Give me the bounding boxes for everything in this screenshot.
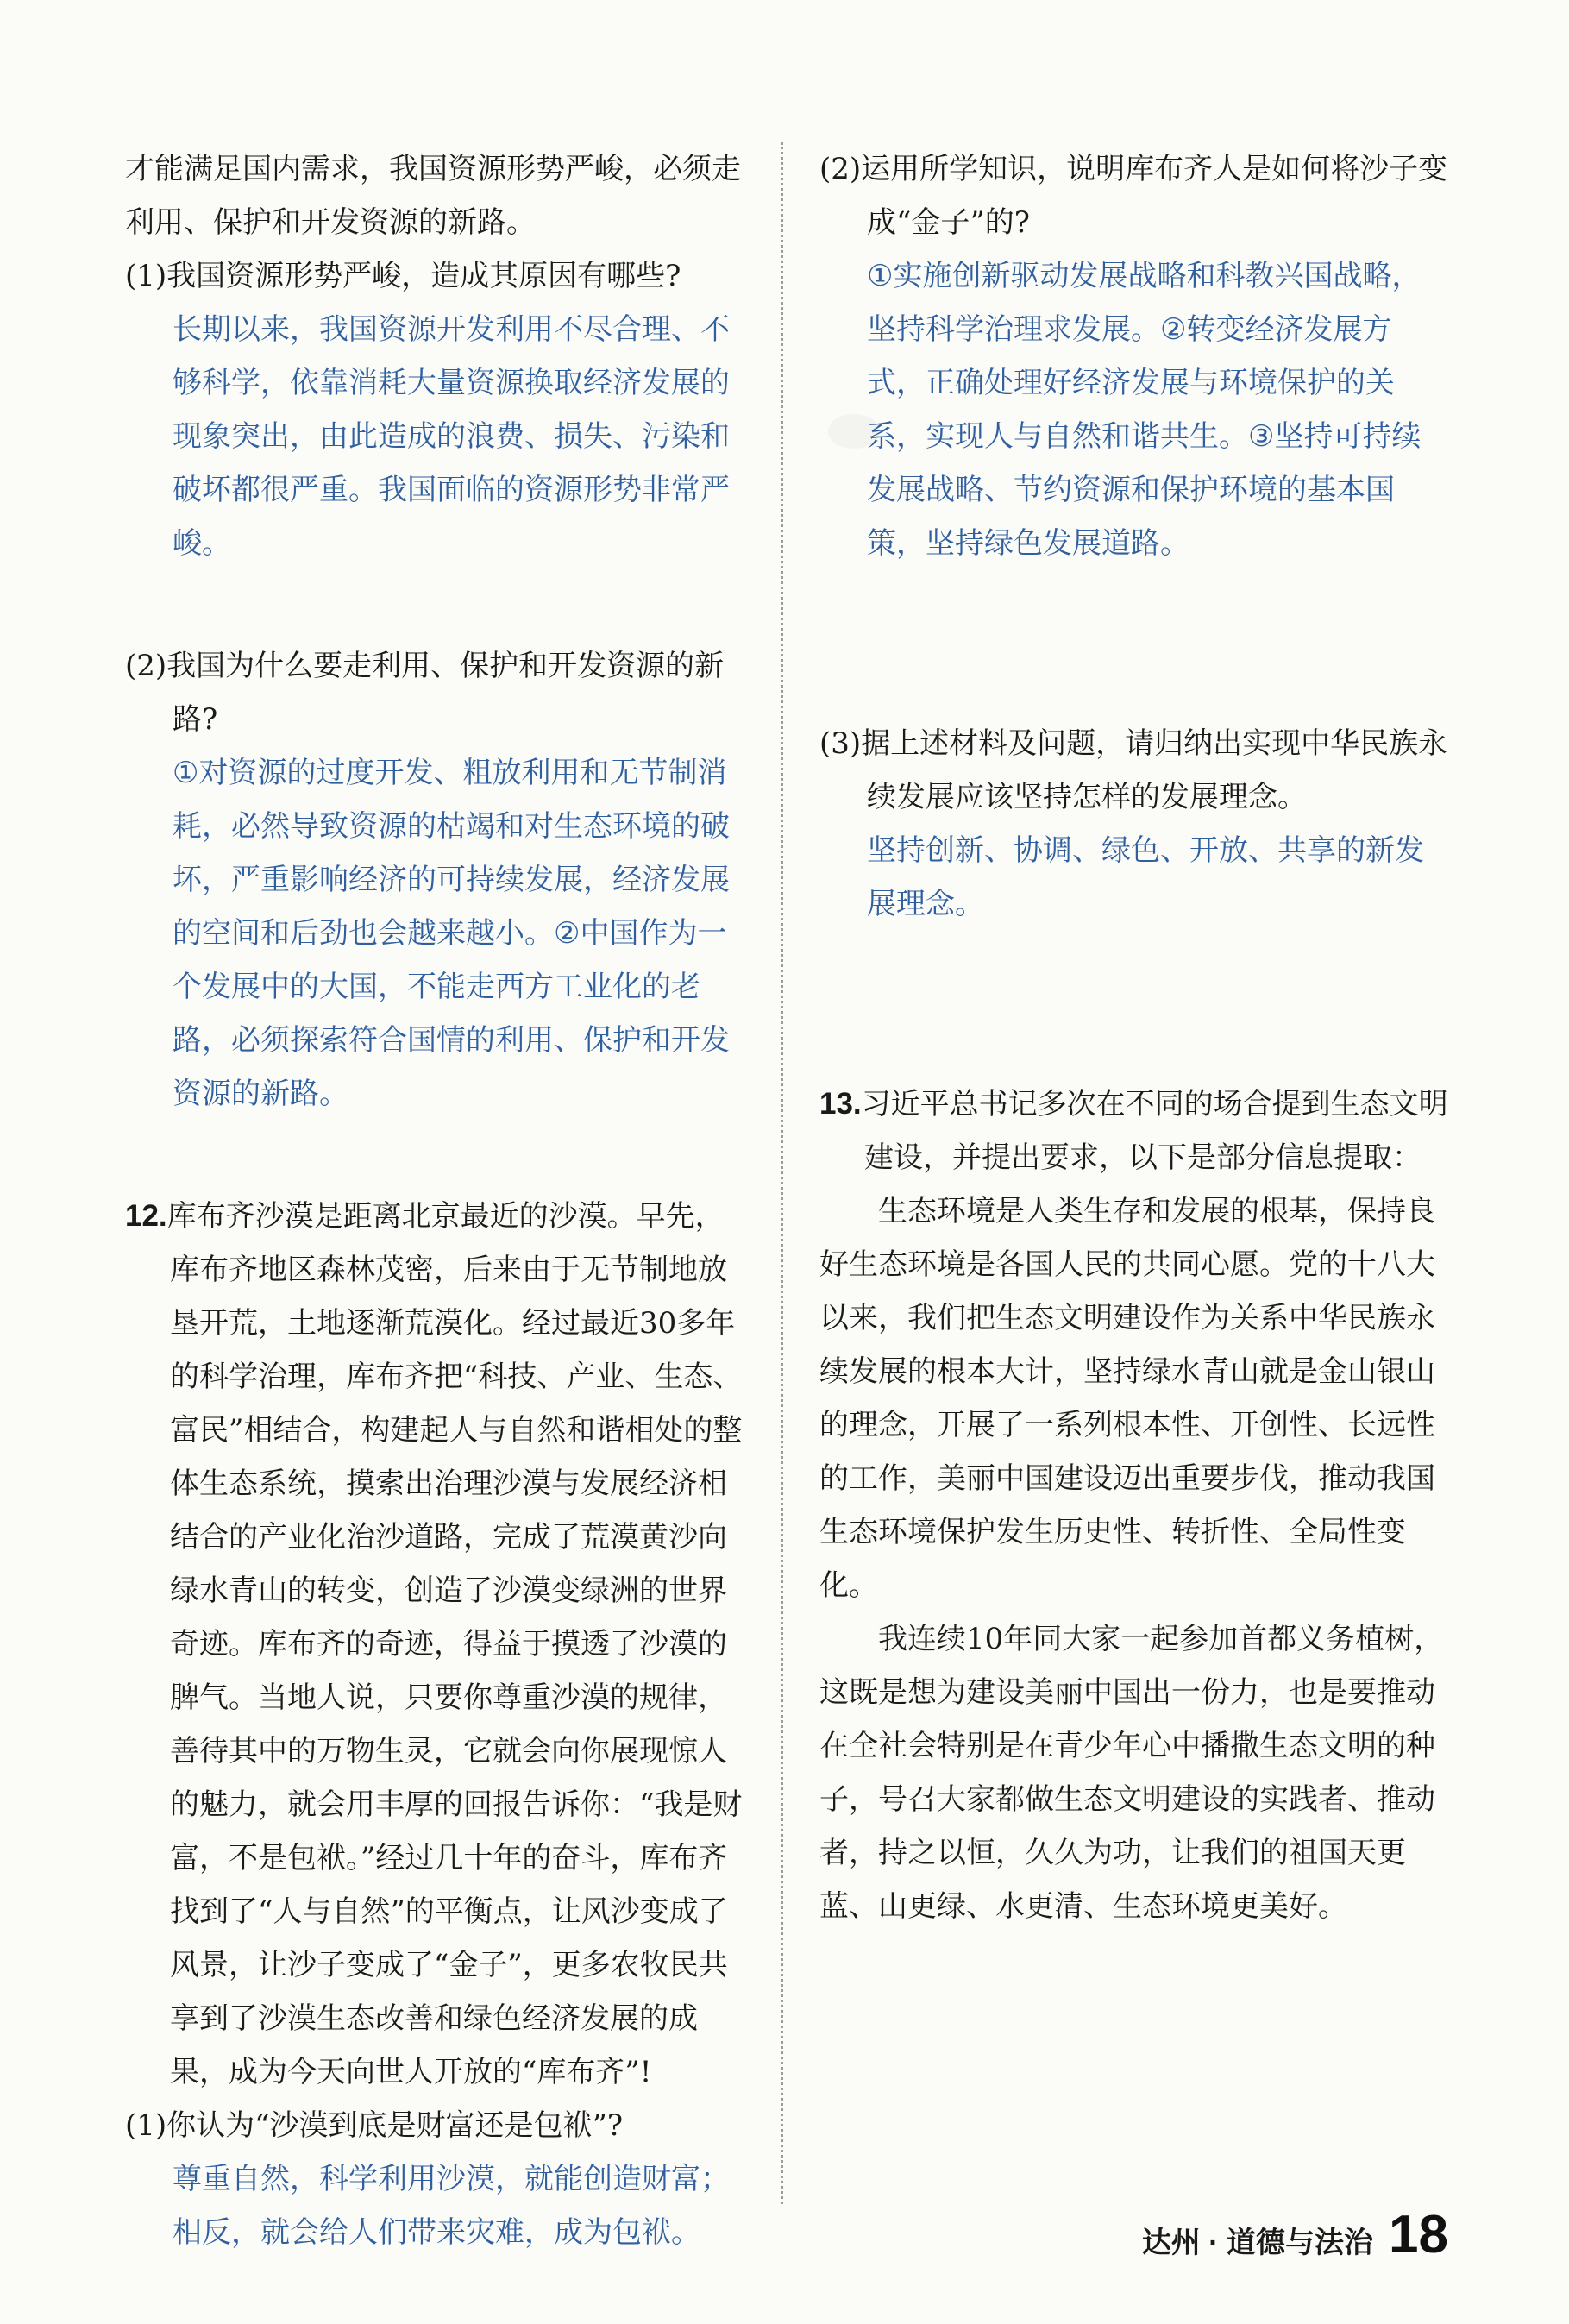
q13-material-2: 我连续10年同大家一起参加首都义务植树，这既是想为建设美丽中国出一份力，也是要推动在全社会特别是在青少年心中播撒生态文明的种子，号召大家都做生态文明建设的实践者、推动者，持之以恒，久久为功，让我们的祖国天更蓝、山更绿、水更清、生态环境更美好。 [819, 1622, 1444, 1924]
q12-stem [78, 1190, 746, 2099]
q12-stem-text: 库布齐沙漠是距离北京最近的沙漠。早先，库布齐地区森林茂密，后来由于无节制地放垦开荒，土地逐渐荒漠化。经过最近30多年的科学治理，库布齐把“科技、产业、生态、富民”相结合，构建起人与自然和谐相处的整体生态系统，摸索出治理沙漠与发展经济相结合的产业化治沙道路，完成了荒漠黄沙向绿水青山的转变，创造了沙漠变绿洲的世界奇迹。库布齐的奇迹，得益于摸透了沙漠的脾气。当地人说，只要你尊重沙漠的规律，善待其中的万物生灵，它就会向你展现惊人的魅力，就会用丰厚的回报告诉你：“我是财富，不是包袱。”经过几十年的奋斗，库布齐找到了“人与自然”的平衡点，让风沙变成了风景，让沙子变成了“金子”，更多农牧民共享到了沙漠生态改善和绿色经济发展的成果，成为今天向世人开放的“库布齐”! [166, 1199, 743, 2089]
q12-sub1-answer: 尊重自然，科学利用沙漠，就能创造财富；相反，就会给人们带来灾难，成为包袱。 [173, 2162, 730, 2250]
q12-sub2-answer: ①实施创新驱动发展战略和科教兴国战略，坚持科学治理求发展。②转变经济发展方式，正确处理好经济发展与环境保护的关系，实现人与自然和谐共生。③坚持可持续发展战略、节约资源和保护环境的基本国策，坚持绿色发展道路。 [867, 259, 1422, 561]
q12-sub2-question: (2)运用所学知识，说明库布齐人是如何将沙子变成“金子”的? [819, 152, 1448, 240]
q13-stem-text: 习近平总书记多次在不同的场合提到生态文明建设，并提出要求，以下是部分信息提取： [861, 1087, 1448, 1175]
column-divider [781, 142, 783, 2204]
q11-sub2-answer: ①对资源的过度开发、粗放利用和无节制消耗，必然导致资源的枯竭和对生态环境的破坏，严重影响经济的可持续发展，经济发展的空间和后劲也会越来越小。②中国作为一个发展中的大国，不能走西方工业化的老路，必须探索符合国情的利用、保护和开发资源的新路。 [173, 756, 730, 1111]
q13-stem [802, 1077, 1449, 1184]
q11-stem-continuation: 才能满足国内需求，我国资源形势严峻，必须走利用、保护和开发资源的新路。 [125, 152, 741, 240]
q12-sub1-question: (1)你认为“沙漠到底是财富还是包袱”? [125, 2108, 624, 2143]
left-column [125, 142, 746, 2259]
q11-sub2-question: (2)我国为什么要走利用、保护和开发资源的新路? [125, 649, 725, 737]
page-number: 18 [1389, 2205, 1448, 2264]
q13-material-1: 生态环境是人类生存和发展的根基，保持良好生态环境是各国人民的共同心愿。党的十八大以来，我们把生态文明建设作为关系中华民族永续发展的根本大计，坚持绿水青山就是金山银山的理念，开展了一系列根本性、开创性、长远性的工作，美丽中国建设迈出重要步伐，推动我国生态环境保护发生历史性、转折性、全局性变化。 [819, 1194, 1435, 1603]
q11-sub1-question: (1)我国资源形势严峻，造成其原因有哪些? [125, 259, 681, 293]
q12-sub3-question: (3)据上述材料及问题，请归纳出实现中华民族永续发展应该坚持怎样的发展理念。 [819, 726, 1448, 814]
q13-number: 13. [819, 1087, 862, 1121]
page-footer [1142, 2204, 1448, 2265]
q12-number: 12. [125, 1199, 167, 1233]
right-column [819, 142, 1449, 1933]
q11-sub1-answer: 长期以来，我国资源开发利用不尽合理、不够科学，依靠消耗大量资源换取经济发展的现象突出，由此造成的浪费、损失、污染和破坏都很严重。我国面临的资源形势非常严峻。 [173, 312, 730, 561]
footer-label: 达州 · 道德与法治 [1141, 2227, 1374, 2259]
q12-sub3-answer: 坚持创新、协调、绿色、开放、共享的新发展理念。 [867, 833, 1424, 921]
